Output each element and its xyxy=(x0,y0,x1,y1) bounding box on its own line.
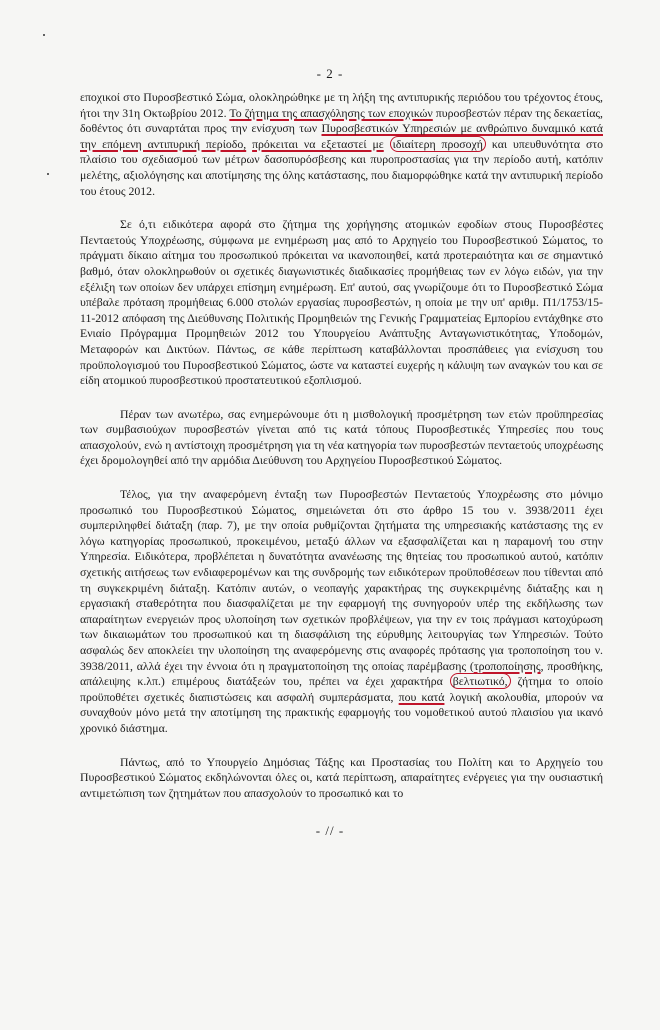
paragraph-4: Τέλος, για την αναφερόμενη ένταξη των Πυροσβεστών Πενταετούς Υποχρέωσης στο μόνιμο προσωπικό του Πυροσβεστικού Σώματος, σημειώνεται ότι στο άρθρο 15 του ν. 3938/2011 έχει συμπεριληφθεί διάταξη (παρ. 7), με την οποία ρυθμίζονται ζητήματα της υπηρεσιακής κατάστασης της εν λόγω κατηγορίας προσωπικού, προκειμένου, μεταξύ άλλων να εξασφαλίζεται και η παραμονή του στην Υπηρεσία. Ειδικότερα, προβλέπεται η δυνατότητα ανανέωσης της θητείας του προσωπικού αυτού, κατόπιν σχετικής αιτήσεως των ενδιαφερομένων και της συνδρομής των ειδικότερων προϋποθέσεων που τίθενται από τη συγκεκριμένη διάταξη. Κατόπιν αυτών, ο νεοπαγής χαρακτήρας της συγκεκριμένης διάταξης και η εργασιακή σταθερότητα που διασφαλίζεται με την εφαρμογή της συνηγορούν υπέρ της εκδήλωσης των απαραίτητων ενεργειών προς υλοποίηση των σχετικών προβλέψεων, για την εν τοις πράγμασι κατοχύρωση των δικαιωμάτων του προσωπικού και τη διασφάλιση της εύρυθμης λειτουργίας των Υπηρεσιών. Τούτο ασφαλώς δεν αποκλείει την υλοποίηση της αναφερόμενης στις αναφορές πρότασης για τροποποίηση του ν. 3938/2011, αλλά έχει την έννοια ότι η πραγματοποίηση της οποίας παρέμβασης (τροποποίησης, προσθήκης, απάλειψης κ.λπ.) επιμέρους διατάξεών του, πρέπει να έχει χαρακτήρα βελτιωτικό, ζήτημα το οποίο προϋποθέτει σχετικές διαπιστώσεις και ασφαλή συμπεράσματα, που κατά λογική ακολουθία, μπορούν να συναχθούν μόνο μετά την αποτίμηση της πρακτικής εφαρμογής του νομοθετικού αυτού πλαισίου για ικανό χρονικό διάστημα. xyxy=(80,487,604,735)
paragraph-2: Σε ό,τι ειδικότερα αφορά στο ζήτημα της χορήγησης ατομικών εφοδίων στους Πυροσβέστες Πενταετούς Υποχρέωσης, σύμφωνα με ενημέρωση μας από το Αρχηγείο του Πυροσβεστικού Σώματος, το πράγματι δίκαιο αίτημα του προσωπικού πρόκειται να ικανοποιηθεί, κατά προτεραιότητα και σε σημαντικό βαθμό, όταν ολοκληρωθούν οι σχετικές διαγωνιστικές διαδικασίες προμήθειας των εν λόγω ειδών, για την εξέλιξη των οποίων δεν υπάρχει επίσημη ενημέρωση. Επ' αυτού, σας γνωρίζουμε ότι το Πυροσβεστικό Σώμα υπέβαλε πρόταση προμήθειας 6.000 στολών εργασίας πυροσβεστών, η οποία με την υπ' αριθμ. Π1/1753/15-11-2012 απόφαση της Διεύθυνσης Πολιτικής Προμηθειών της Γενικής Γραμματείας Εμπορίου εντάχθηκε στο Ενιαίο Πρόγραμμα Προμηθειών 2012 του Υπουργείου Ανάπτυξης Ανταγωνιστικότητας, Υποδομών, Μεταφορών και Δικτύων. Πάντως, σε κάθε περίπτωση καταβάλλονται προσπάθειες για ενίσχυση του προϋπολογισμού του Πυροσβεστικού Σώματος, ώστε να καταστεί ευχερής η κάλυψη των αναγκών του και σε είδη ατομικού πυροσβεστικού προστατευτικού εξοπλισμού. xyxy=(80,217,603,388)
red-underlined-phrase: Πυροσβεστικών Υπηρεσιών με ανθρώπινο δυναμικό κατά την επόμενη αντιπυρική περίοδο, xyxy=(80,121,603,151)
red-circled-phrase: βελτιωτικό, xyxy=(450,673,511,689)
scan-speck xyxy=(47,173,49,175)
paragraph-3: Πέραν των ανωτέρω, σας ενημερώνουμε ότι η μισθολογική προσμέτρηση των ετών προϋπηρεσίας των συμβασιούχων πυροσβεστών γίνεται από τις κατά τόπους Πυροσβεστικές Υπηρεσίες που τους απασχολούν, ενώ η αντίστοιχη προσμέτρηση για τη νέα κατηγορία των πυροσβεστών πενταετούς υποχρέωσης έχει δρομολογηθεί από την αρμόδια Διεύθυνση του Αρχηγείου Πυροσβεστικού Σώματος. xyxy=(80,406,603,468)
paragraph-1: εποχικοί στο Πυροσβεστικό Σώμα, ολοκληρώθηκε με τη λήξη της αντιπυρικής περιόδου του τρέχοντος έτους, ήτοι την 31η Οκτωβρίου 2012. Το ζήτημα της απασχόλησης των εποχικών πυροσβεστών πέραν της δεκαετίας, δοθέντος ότι συναρτάται προς την ενίσχυση των Πυροσβεστικών Υπηρεσιών με ανθρώπινο δυναμικό κατά την επόμενη αντιπυρική περίοδο, πρόκειται να εξεταστεί με ιδιαίτερη προσοχή και υπευθυνότητα στο πλαίσιο του σχεδιασμού των μέτρων δασοπυρόσβεσης και πυροπροστασίας για την περίοδο αυτή, κατόπιν μελέτης, αξιολόγησης και αποτίμησης της όλης κατάστασης, που διαμορφώθηκε κατά την αντιπυρική περίοδο του έτους 2012. xyxy=(80,90,603,198)
page-number: - 2 - xyxy=(316,66,344,81)
red-underlined-phrase: που κατά xyxy=(398,689,445,704)
red-circled-phrase: ιδιαίτερη προσοχή xyxy=(390,136,486,152)
red-underlined-phrase: τροποποίησης xyxy=(473,658,541,673)
paragraph-5: Πάντως, από το Υπουργείο Δημόσιας Τάξης και Προστασίας του Πολίτη και το Αρχηγείο του Πυροσβεστικού Σώματος εκδηλώνονται όλες οι, κατά περίπτωση, απαραίτητες ενέργειες για την ουσιαστική αντιμετώπιση των ζητημάτων που απασχολούν το προσωπικό και το xyxy=(80,754,603,800)
red-underlined-phrase: Το ζήτημα της απασχόλησης των εποχικών xyxy=(229,105,433,120)
continuation-mark: - // - xyxy=(315,823,345,838)
letter-body xyxy=(80,90,603,819)
red-underlined-phrase: πρόκειται να εξεταστεί με xyxy=(252,136,384,151)
scan-speck xyxy=(43,34,45,36)
